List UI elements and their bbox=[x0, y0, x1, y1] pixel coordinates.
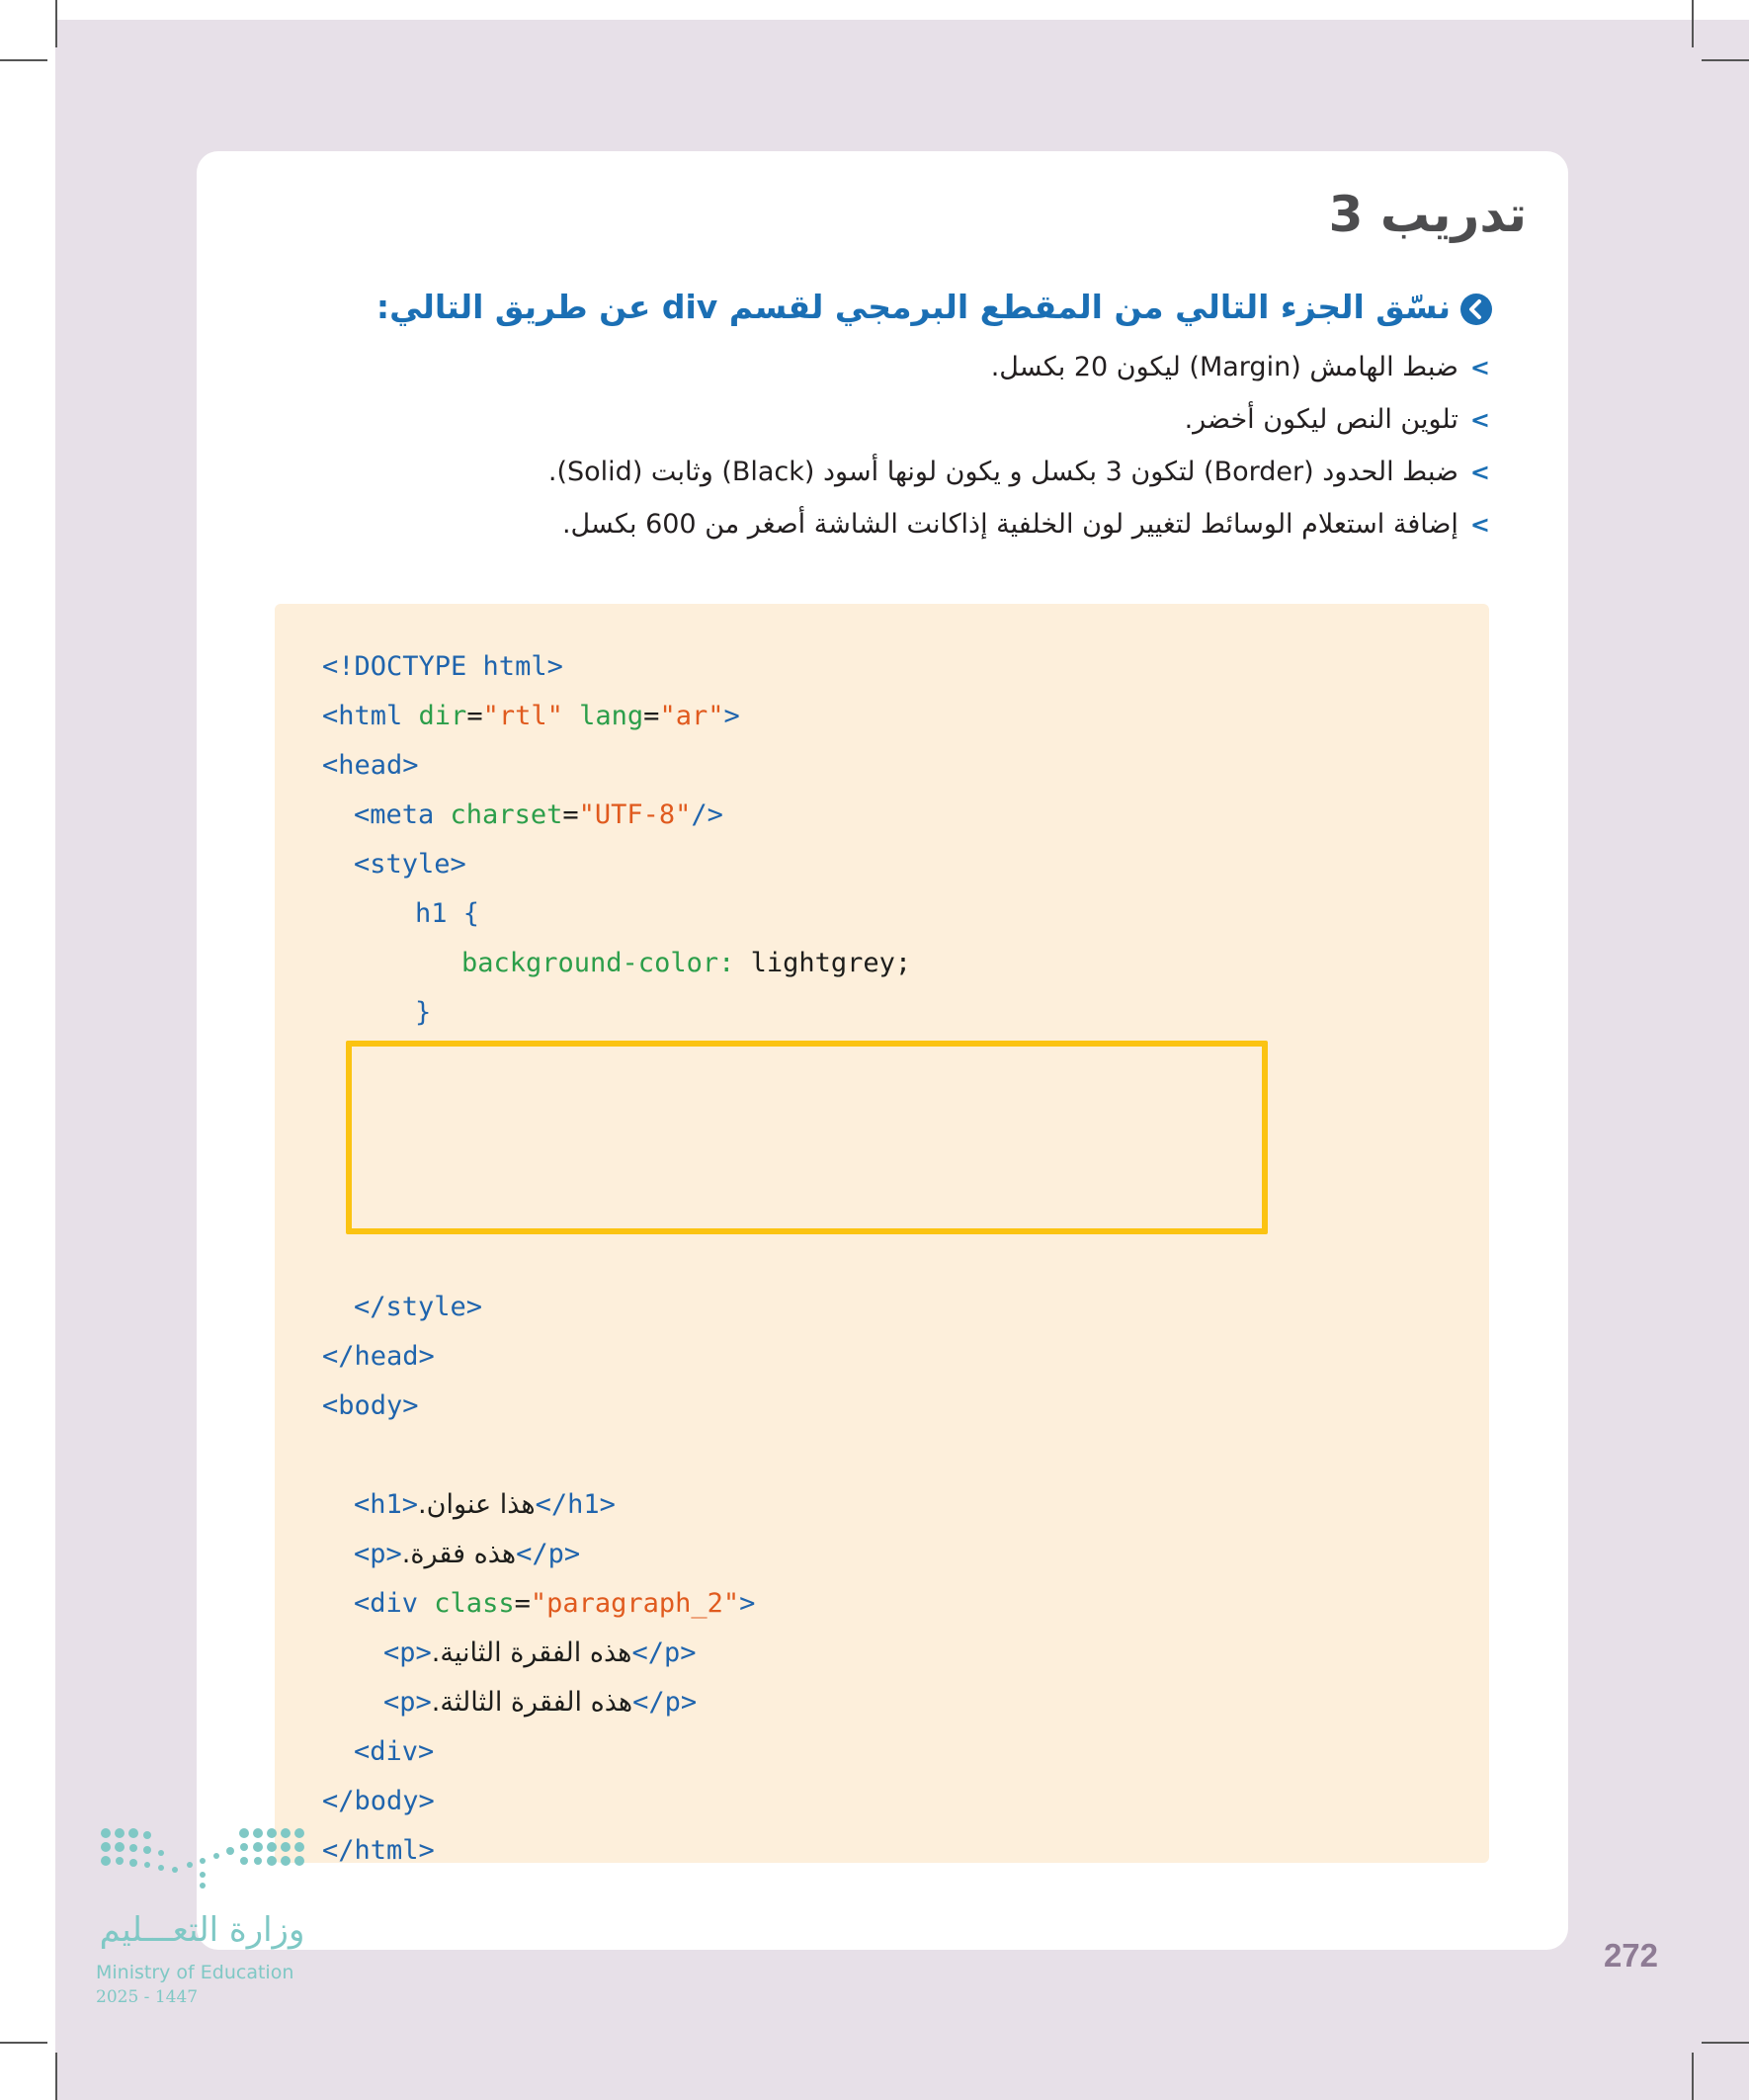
code-listing bbox=[322, 642, 911, 1876]
instruction-text: إضافة استعلام الوسائط لتغيير لون الخلفية إذاكانت الشاشة أصغر من 600 بكسل. bbox=[561, 509, 1458, 540]
code-line: background-color: lightgrey; bbox=[461, 948, 912, 978]
bullet-arrow-icon: > bbox=[1469, 405, 1490, 434]
code-line: <div> bbox=[354, 1736, 435, 1767]
code-line: <p>.هذه الفقرة الثانية</p> bbox=[383, 1638, 697, 1668]
list-item bbox=[403, 341, 1490, 393]
code-line: } bbox=[415, 997, 432, 1028]
code-line: <html dir="rtl" lang="ar"> bbox=[322, 701, 740, 731]
instruction-heading: نسّق الجزء التالي من المقطع البرمجي لقسم div عن طريق التالي: bbox=[375, 288, 1451, 326]
crop-mark bbox=[0, 59, 47, 61]
page-number: 272 bbox=[1603, 1937, 1658, 1974]
bullet-arrow-icon: > bbox=[1469, 458, 1490, 486]
code-line: </style> bbox=[354, 1292, 483, 1322]
answer-box[interactable] bbox=[346, 1041, 1268, 1234]
code-line: </head> bbox=[322, 1341, 435, 1372]
crop-mark bbox=[1702, 59, 1749, 61]
crop-mark bbox=[55, 2053, 57, 2100]
code-line: <body> bbox=[322, 1390, 419, 1421]
bullet-arrow-icon: > bbox=[1469, 353, 1490, 381]
crop-mark bbox=[1692, 2053, 1694, 2100]
code-line: <head> bbox=[322, 750, 419, 781]
instruction-text: ضبط الهامش (Margin) ليكون 20 بكسل. bbox=[990, 352, 1458, 382]
exercise-title: تدريب 3 bbox=[1328, 186, 1527, 243]
ministry-name-english: Ministry of Education bbox=[96, 1962, 294, 1983]
code-line: <p>.هذه الفقرة الثالثة</p> bbox=[383, 1687, 698, 1718]
instruction-list bbox=[403, 341, 1490, 550]
code-line: </html> bbox=[322, 1835, 435, 1866]
code-line: </body> bbox=[322, 1786, 435, 1816]
crop-mark bbox=[0, 2042, 47, 2044]
instruction-text: تلوين النص ليكون أخضر. bbox=[1184, 404, 1458, 435]
bullet-arrow-icon: > bbox=[1469, 510, 1490, 539]
ministry-name-arabic: وزارة التعـــليم bbox=[99, 1910, 305, 1950]
chevron-left-circle-icon bbox=[1460, 294, 1492, 325]
code-line: <meta charset="UTF-8"/> bbox=[354, 799, 723, 830]
code-line: h1 { bbox=[415, 898, 480, 929]
code-line: <p>.هذه فقرة</p> bbox=[354, 1539, 581, 1569]
crop-mark bbox=[1702, 2042, 1749, 2044]
code-line: <div class="paragraph_2"> bbox=[354, 1588, 756, 1619]
instruction-text: ضبط الحدود (Border) لتكون 3 بكسل و يكون لونها أسود (Black) وثابت (Solid). bbox=[547, 457, 1458, 487]
code-line: <!DOCTYPE html> bbox=[322, 651, 563, 682]
code-line: <h1>.هذا عنوان</h1> bbox=[354, 1489, 616, 1520]
crop-mark bbox=[55, 0, 57, 47]
crop-mark bbox=[1692, 0, 1694, 47]
ministry-year: 2025 - 1447 bbox=[96, 1987, 199, 2007]
list-item bbox=[403, 498, 1490, 550]
code-line: <style> bbox=[354, 849, 466, 880]
list-item bbox=[403, 393, 1490, 446]
list-item bbox=[403, 446, 1490, 498]
